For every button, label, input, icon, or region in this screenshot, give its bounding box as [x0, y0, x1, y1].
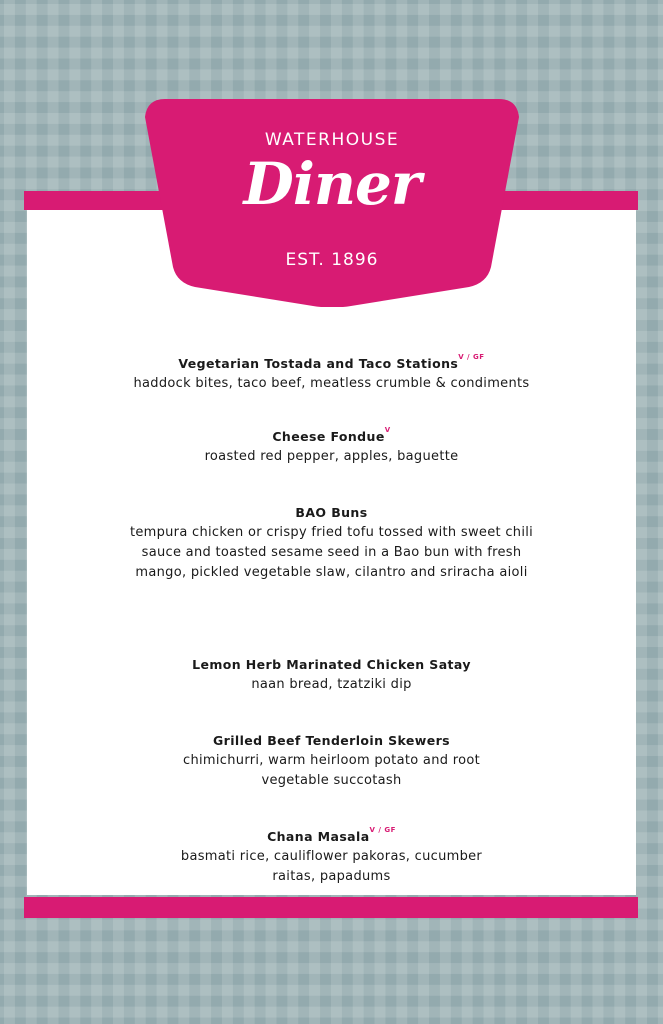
brand-top-text: WATERHOUSE	[264, 130, 400, 150]
item-description: basmati rice, cauliflower pakoras, cucumber raitas, papadums	[180, 849, 483, 884]
item-description: naan bread, tzatziki dip	[251, 677, 412, 692]
diet-tag: V	[384, 426, 391, 434]
item-name: Grilled Beef Tenderloin Skewers	[212, 733, 451, 748]
diet-tag: V / GF	[369, 826, 396, 834]
brand-established-text: EST. 1896	[285, 250, 379, 270]
menu-item	[27, 648, 636, 695]
item-description: tempura chicken or crispy fried tofu tossed with sweet chili sauce and toasted sesame seed in a Bao bun with fresh mango, pickled vegetable slaw, cilantro and sriracha aioli	[129, 525, 534, 580]
menu-item	[27, 347, 636, 394]
bottom-accent-bar	[24, 897, 638, 918]
item-name: Chana Masala	[267, 829, 370, 844]
item-name: Vegetarian Tostada and Taco Stations	[178, 356, 459, 371]
menu-item	[27, 820, 636, 887]
diet-tag: V / GF	[458, 353, 485, 361]
menu-item	[27, 420, 636, 467]
item-description: chimichurri, warm heirloom potato and root vegetable succotash	[183, 753, 480, 788]
item-description: roasted red pepper, apples, baguette	[204, 449, 459, 464]
item-description: haddock bites, taco beef, meatless crumble & condiments	[133, 376, 530, 391]
header-badge	[131, 95, 533, 307]
item-name: Cheese Fondue	[272, 429, 385, 444]
brand-script-title: Diner	[243, 150, 421, 218]
menu-item	[27, 496, 636, 583]
item-name: Lemon Herb Marinated Chicken Satay	[192, 657, 471, 672]
menu-item	[27, 724, 636, 791]
item-name: BAO Buns	[295, 505, 368, 520]
